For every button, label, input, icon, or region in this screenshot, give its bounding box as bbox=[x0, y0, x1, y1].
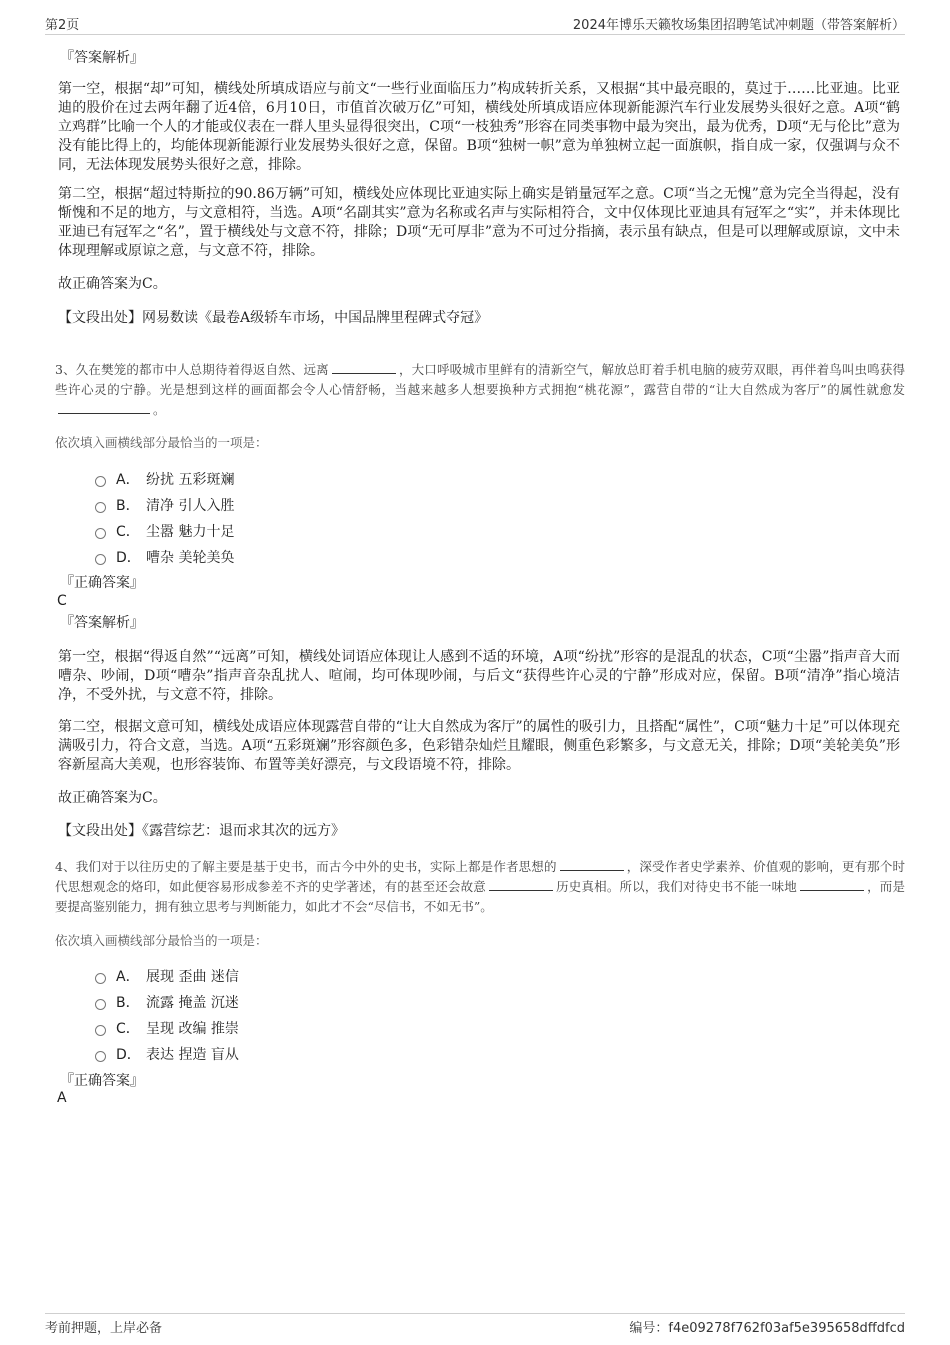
q4-answer: A bbox=[57, 1090, 67, 1106]
q3-option-d[interactable]: D． 嘈杂 美轮美奂 bbox=[95, 544, 234, 570]
q4-blank-3 bbox=[800, 878, 864, 891]
q2-analysis-label: 『答案解析』 bbox=[60, 50, 144, 66]
q4-answer-label: 『正确答案』 bbox=[60, 1073, 144, 1089]
radio-icon[interactable] bbox=[95, 973, 106, 984]
q3-option-b[interactable]: B． 清净 引人入胜 bbox=[95, 492, 234, 518]
q3-answer-label: 『正确答案』 bbox=[60, 575, 144, 591]
q3-text-a: 3、久在樊笼的都市中人总期待着得返自然、远离 bbox=[55, 362, 329, 377]
q3-text-b: ，大口呼吸城市里鲜有的清新空气，解放总盯着手机电脑的疲劳双眼，再伴着鸟叫虫鸣获得些许心灵的宁静。光是想到这样的画面都会令人心情舒畅，当越来越多人想要换种方式拥抱“桃花源”，露营自带的“让大自然成为客厅”的属性就愈发 bbox=[55, 362, 905, 397]
radio-icon[interactable] bbox=[95, 502, 106, 513]
q3-analysis-para1: 第一空，根据“得返自然”“远离”可知，横线处词语应体现让人感到不适的环境，A项“纷扰”形容的是混乱的状态，C项“尘嚣”指声音大而嘈杂、吵闹，D项“嘈杂”指声音杂乱扰人、喧闹，均可体现吵闹，与后文“获得些许心灵的宁静”形成对应，保留。B项“清净”指心境洁净，不受外扰，与文意不符，排除。 bbox=[58, 649, 900, 703]
q3-answer: C bbox=[57, 593, 67, 609]
document-code: 编号：f4e09278f762f03af5e395658dffdfcd bbox=[629, 1321, 905, 1336]
q4-options bbox=[95, 963, 239, 1067]
q3-instruction: 依次填入画横线部分最恰当的一项是： bbox=[55, 435, 268, 450]
radio-icon[interactable] bbox=[95, 1025, 106, 1036]
page-footer bbox=[45, 1313, 905, 1336]
q3-source: 【文段出处】《露营综艺：退而求其次的远方》 bbox=[58, 823, 345, 839]
q4-option-a[interactable]: A． 展现 歪曲 迷信 bbox=[95, 963, 239, 989]
q2-source: 【文段出处】网易数读《最卷A级轿车市场，中国品牌里程碑式夺冠》 bbox=[58, 310, 489, 326]
q2-conclusion: 故正确答案为C。 bbox=[58, 276, 167, 292]
q3-blank-2 bbox=[58, 401, 150, 414]
q3-analysis-label: 『答案解析』 bbox=[60, 615, 144, 631]
q3-option-c[interactable]: C． 尘嚣 魅力十足 bbox=[95, 518, 234, 544]
q4-option-b[interactable]: B． 流露 掩盖 沉迷 bbox=[95, 989, 239, 1015]
q3-conclusion: 故正确答案为C。 bbox=[58, 790, 167, 806]
q3-options bbox=[95, 466, 234, 570]
q4-blank-2 bbox=[489, 878, 553, 891]
document-title: 2024年博乐天籁牧场集团招聘笔试冲刺题（带答案解析） bbox=[572, 18, 905, 33]
q3-text-c: 。 bbox=[153, 402, 166, 417]
radio-icon[interactable] bbox=[95, 554, 106, 565]
q2-analysis-para1: 第一空，根据“却”可知，横线处所填成语应与前文“一些行业面临压力”构成转折关系，又根据“其中最亮眼的，莫过于……比亚迪。比亚迪的股价在过去两年翻了近4倍，6月10日，市值首次破万亿”可知，横线处所填成语应体现新能源汽车行业发展势头很好之意。A项“鹤立鸡群”比喻一个人的才能或仪表在一群人里头显得很突出，C项“一枝独秀”形容在同类事物中最为突出，最为优秀，D项“无与伦比”意为没有能比得上的，均能体现新能源行业发展势头很好之意，保留。B项“独树一帜”意为单独树立起一面旗帜，指自成一家，仅强调与众不同，无法体现发展势头很好之意，排除。 bbox=[58, 81, 900, 173]
q4-option-c[interactable]: C． 呈现 改编 推崇 bbox=[95, 1015, 239, 1041]
q4-blank-1 bbox=[560, 858, 624, 871]
footer-slogan: 考前押题，上岸必备 bbox=[45, 1321, 163, 1336]
q4-option-d[interactable]: D． 表达 捏造 盲从 bbox=[95, 1041, 239, 1067]
q3-option-a[interactable]: A． 纷扰 五彩斑斓 bbox=[95, 466, 234, 492]
q2-analysis-para2: 第二空，根据“超过特斯拉的90.86万辆”可知，横线处应体现比亚迪实际上确实是销量冠军之意。C项“当之无愧”意为完全当得起，没有惭愧和不足的地方，与文意相符，当选。A项“名副其实”意为名称或名声与实际相符合，文中仅体现比亚迪具有冠军之“实”，并未体现比亚迪已有冠军之“名”，置于横线处与文意不符，排除；D项“无可厚非”意为不可过分指摘，表示虽有缺点，但是可以理解或原谅，文中未体现理解或原谅之意，与文意不符，排除。 bbox=[58, 186, 900, 259]
q4-instruction: 依次填入画横线部分最恰当的一项是： bbox=[55, 933, 268, 948]
radio-icon[interactable] bbox=[95, 476, 106, 487]
radio-icon[interactable] bbox=[95, 528, 106, 539]
radio-icon[interactable] bbox=[95, 999, 106, 1010]
q3-question bbox=[55, 360, 905, 420]
q4-question: 4、我们对于以往历史的了解主要是基于史书，而古今中外的史书，实际上都是作者思想的 ，深受作者史学素养、价值观的影响，更有那个时代思想观念的烙印，如此便容易形成参差不齐的史学著述，有的甚至还会故意 历史真相。所以，我们对待史书不能一味地 ，而是要提高鉴别能力，拥有独立思考与判断能力，如此才不会“尽信书，不如无书”。 bbox=[55, 859, 905, 914]
page-number: 第2页 bbox=[45, 18, 80, 33]
radio-icon[interactable] bbox=[95, 1051, 106, 1062]
q3-analysis-para2: 第二空，根据文意可知，横线处成语应体现露营自带的“让大自然成为客厅”的属性的吸引力，且搭配“属性”，C项“魅力十足”可以体现充满吸引力，符合文意，当选。A项“五彩斑斓”形容颜色多，色彩错杂灿烂且耀眼，侧重色彩繁多，与文意无关，排除；D项“美轮美奂”形容新屋高大美观，也形容装饰、布置等美好漂亮，与文段语境不符，排除。 bbox=[58, 719, 900, 773]
q3-blank-1 bbox=[332, 361, 396, 374]
